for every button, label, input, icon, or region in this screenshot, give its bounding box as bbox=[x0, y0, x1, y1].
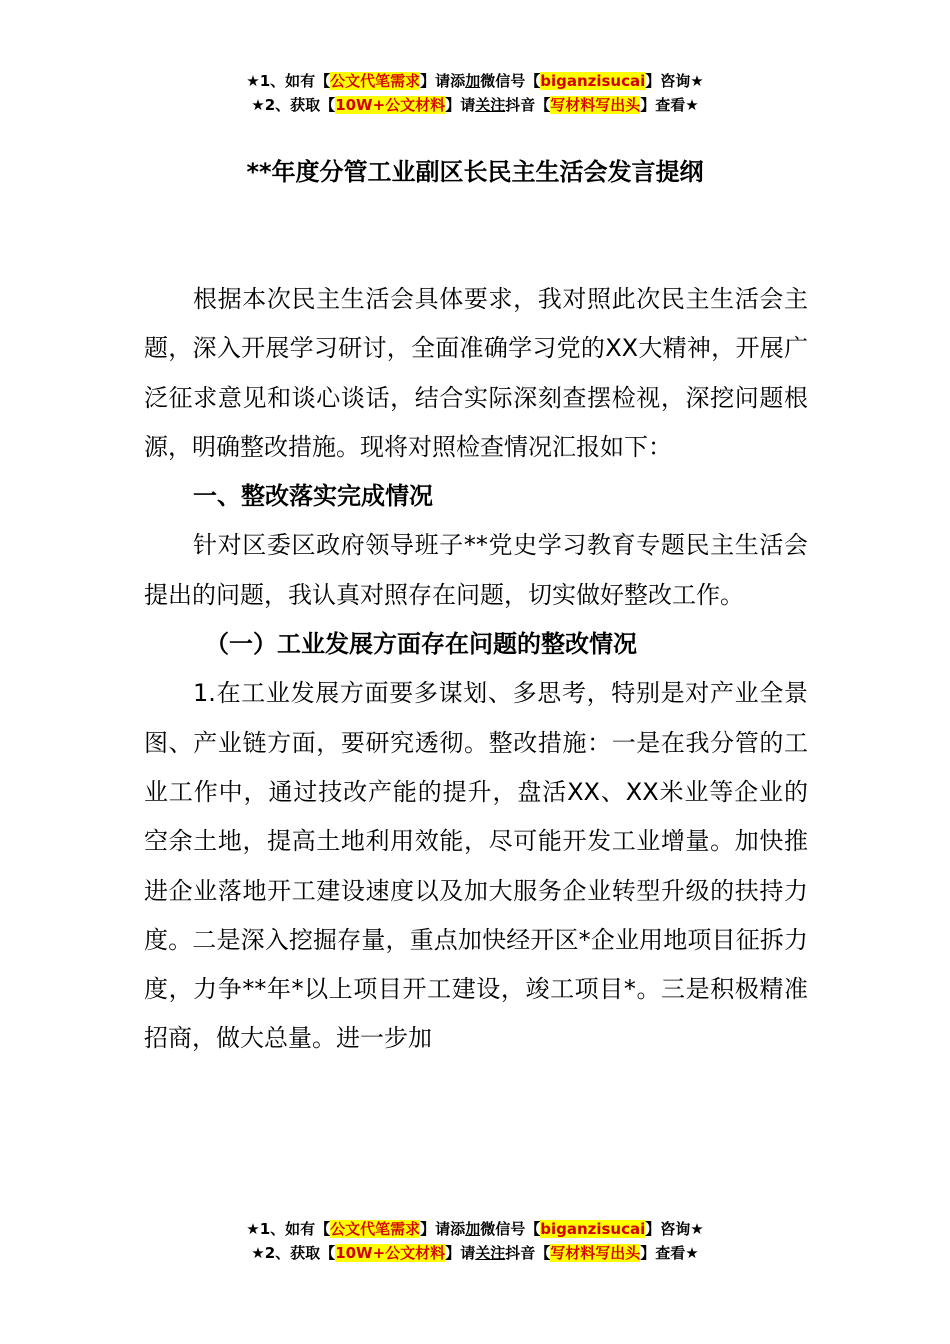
promo-text: 】查看★ bbox=[640, 96, 699, 114]
promo-text: ★1、如有【 bbox=[246, 1220, 331, 1238]
promo-text: 微信号【 bbox=[480, 72, 541, 90]
promo-highlight: 公文代笔需求 bbox=[330, 72, 421, 90]
promo-banner-bottom bbox=[0, 1217, 950, 1265]
promo-text: 】咨询★ bbox=[645, 72, 704, 90]
promo-highlight: 10W+公文材料 bbox=[335, 1244, 446, 1262]
promo-highlight: 写材料写出头 bbox=[550, 96, 641, 114]
promo-text: ★2、获取【 bbox=[251, 96, 336, 114]
promo-text: ★2、获取【 bbox=[251, 1244, 336, 1262]
promo-banner-top bbox=[0, 69, 950, 117]
promo-highlight: 写材料写出头 bbox=[550, 1244, 641, 1262]
promo-line-2 bbox=[0, 93, 950, 117]
promo-text: 微信号【 bbox=[480, 1220, 541, 1238]
promo-line-2 bbox=[0, 1241, 950, 1265]
document-body bbox=[144, 275, 808, 1064]
item-paragraph: 1.在工业发展方面要多谋划、多思考，特别是对产业全景图、产业链方面，要研究透彻。整改措施：一是在我分管的工业工作中，通过技改产能的提升，盘活XX、XX米业等企业的空余土地，提高土地利用效能，尽可能开发工业增量。加快推进企业落地开工建设速度以及加大服务企业转型升级的扶持力度。二是深入挖掘存量，重点加快经开区*企业用地项目征拆力度，力争**年*以上项目开工建设，竣工项目*。三是积极精准招商，做大总量。进一步加 bbox=[144, 679, 808, 1053]
subsection-heading: （一）工业发展方面存在问题的整改情况 bbox=[205, 630, 637, 659]
promo-highlight: biganzisucai bbox=[540, 72, 646, 90]
promo-highlight: 10W+公文材料 bbox=[335, 96, 446, 114]
promo-underline: 加 bbox=[465, 1220, 481, 1238]
promo-text: 】请 bbox=[445, 1244, 476, 1262]
promo-highlight: biganzisucai bbox=[540, 1220, 646, 1238]
promo-text: 抖音【 bbox=[505, 1244, 551, 1262]
promo-line-1 bbox=[0, 1217, 950, 1241]
intro-paragraph: 根据本次民主生活会具体要求，我对照此次民主生活会主题，深入开展学习研讨，全面准确学习党的XX大精神，开展广泛征求意见和谈心谈话，结合实际深刻查摆检视，深挖问题根源，明确整改措施。现将对照检查情况汇报如下： bbox=[144, 285, 808, 461]
promo-highlight: 公文代笔需求 bbox=[330, 1220, 421, 1238]
promo-text: 】请添 bbox=[420, 1220, 466, 1238]
promo-line-1 bbox=[0, 69, 950, 93]
promo-text: 】请添 bbox=[420, 72, 466, 90]
promo-underline: 关注 bbox=[475, 1244, 506, 1262]
promo-underline: 加 bbox=[465, 72, 481, 90]
promo-text: 】查看★ bbox=[640, 1244, 699, 1262]
section-heading: 一、整改落实完成情况 bbox=[193, 482, 433, 511]
promo-text: 抖音【 bbox=[505, 96, 551, 114]
promo-text: ★1、如有【 bbox=[246, 72, 331, 90]
promo-underline: 关注 bbox=[475, 96, 506, 114]
promo-text: 】请 bbox=[445, 96, 476, 114]
section-paragraph: 针对区委区政府领导班子**党史学习教育专题民主生活会提出的问题，我认真对照存在问题，切实做好整改工作。 bbox=[144, 531, 808, 609]
promo-text: 】咨询★ bbox=[645, 1220, 704, 1238]
document-title: **年度分管工业副区长民主生活会发言提纲 bbox=[246, 158, 704, 186]
